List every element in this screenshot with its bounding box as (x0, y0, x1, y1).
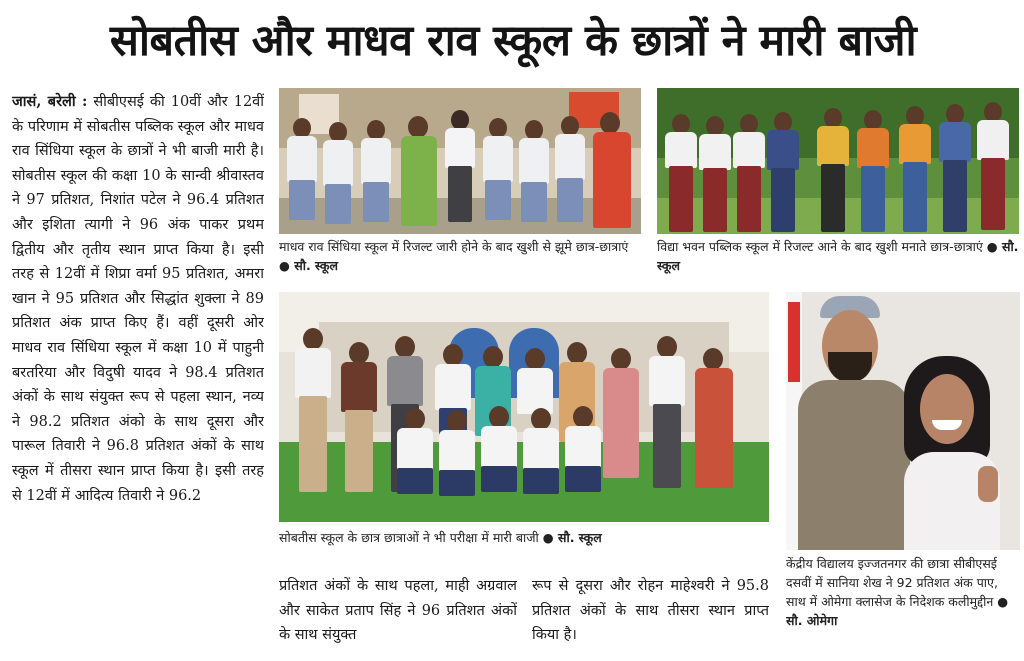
article-continuation-column-2: रूप से दूसरा और रोहन माहेश्वरी ने 95.8 प्रतिशत अंकों के साथ तीसरा स्थान प्राप्त किया है। (532, 578, 769, 644)
caption-text: विद्या भवन पब्लिक स्कूल में रिजल्ट आने के बाद खुशी मनाते छात्र-छात्राएं (657, 239, 983, 254)
caption-text: केंद्रीय विद्यालय इज्जतनगर की छात्रा सीबीएसई दसवीं में सानिया शेख ने 92 प्रतिशत अंक पाए, साथ में ओमेगा क्लासेज के निदेशक कलीमुद्दीन (786, 556, 998, 609)
photo-sobtis-students (279, 292, 769, 522)
caption-text: सोबतीस स्कूल के छात्र छात्राओं ने भी परीक्षा में मारी बाजी (279, 530, 539, 545)
headline: सोबतीस और माधव राव स्कूल के छात्रों ने मारी बाजी (109, 16, 917, 66)
photo-kendriya-vidyalaya-student (786, 292, 1020, 550)
article-body-column (12, 90, 264, 650)
article-continuation-column-1: प्रतिशत अंकों के साथ पहला, माही अग्रवाल और साकेत प्रताप सिंह ने 96 प्रतिशत अंकों के साथ संयुक्त (279, 578, 517, 644)
caption-madhav-rao (279, 237, 641, 277)
dateline: जासं, बरेली : (12, 93, 88, 110)
caption-vidya-bhawan (657, 237, 1019, 277)
photo-credit: ● सौ. स्कूल (279, 258, 338, 273)
caption-sobtis (279, 528, 769, 550)
caption-kendriya-vidyalaya (786, 554, 1020, 654)
photo-madhav-rao-students (279, 88, 641, 234)
caption-text: माधव राव सिंधिया स्कूल में रिजल्ट जारी होने के बाद खुशी से झूमे छात्र-छात्राएं (279, 239, 629, 254)
photo-vidya-bhawan-students (657, 88, 1019, 234)
photo-credit: ● सौ. ओमेगा (786, 594, 1009, 628)
article-body-text: सीबीएसई की 10वीं और 12वीं के परिणाम में सोबतीस पब्लिक स्कूल और माधव राव सिंधिया स्कूल के छात्रों ने भी बाजी मारी है। सोबतीस स्कूल की कक्षा 10 के सान्वी श्रीवास्तव ने 97 प्रतिशत, निशांत पटेल ने 96.4 प्रतिशत और इशिता त्यागी ने 96 अंक पाकर प्रथम द्वितीय और तृतीय स्थान प्राप्त किया है। इसी तरह से 12वीं में शिप्रा वर्मा 95 प्रतिशत, अमरा खान ने 95 प्रतिशत और सिद्धांत शुक्ला ने 89 प्रतिशत अंक प्राप्त किए हैं। वहीं दूसरी ओर माधव राव सिंधिया स्कूल में कक्षा 10 में पाहुनी बरतरिया और विदुषी यादव ने 98.4 प्रतिशत अंकों के साथ संयुक्त रूप से पहला स्थान, नव्य ने 98.2 प्रतिशत अंको के साथ दूसरा और पारूल तिवारी ने 96.8 प्रतिशत अंकों के साथ स्कूल में तीसरा स्थान प्राप्त किया है। इसी तरह से 12वीं में आदित्य तिवारी ने 96.2 (12, 94, 264, 504)
photo-credit: ● सौ. स्कूल (542, 530, 602, 545)
photo-credit: ● सौ. स्कूल (657, 239, 1019, 273)
